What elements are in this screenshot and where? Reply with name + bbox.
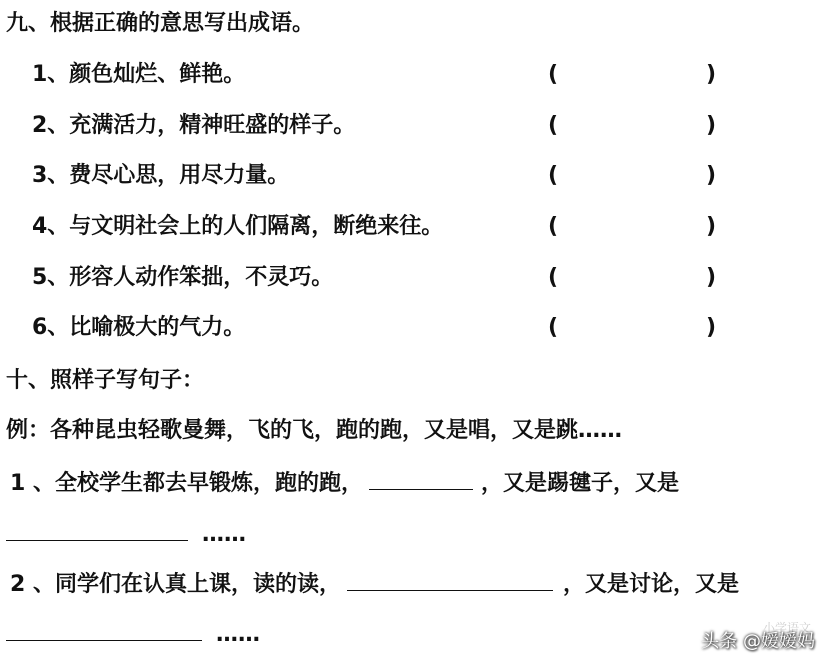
item-2-text: 2、充满活力，精神旺盛的样子。 [32, 113, 356, 138]
item-6-text: 6、比喻极大的气力。 [32, 315, 246, 340]
item-1-close-paren: ) [706, 62, 717, 87]
item-4-text: 4、与文明社会上的人们隔离，断绝来往。 [32, 214, 444, 239]
question-1-blank-2[interactable] [6, 518, 188, 541]
question-2-line [10, 568, 739, 600]
item-3-open-paren: ( [548, 163, 559, 188]
item-3-text: 3、费尽心思，用尽力量。 [32, 163, 290, 188]
item-5-open-paren: ( [548, 265, 559, 290]
item-5-text: 5、形容人动作笨拙，不灵巧。 [32, 265, 334, 290]
faint-watermark: 小学语文 [762, 621, 811, 635]
item-4-open-paren: ( [548, 214, 559, 239]
question-2-blank-2[interactable] [6, 618, 202, 641]
question-2-ellipsis: …… [216, 622, 260, 647]
question-2-part1: 2 、同学们在认真上课，读的读， [10, 572, 341, 597]
item-1-text: 1、颜色灿烂、鲜艳。 [32, 62, 246, 87]
question-1-line [10, 467, 679, 499]
question-1-ellipsis: …… [202, 522, 246, 547]
item-3-close-paren: ) [706, 163, 717, 188]
section10-heading: 十、照样子写句子： [6, 368, 205, 393]
item-5-close-paren: ) [706, 265, 717, 290]
question-1-part1: 1 、全校学生都去早锻炼，跑的跑， [10, 471, 363, 496]
item-4-close-paren: ) [706, 214, 717, 239]
item-2-open-paren: ( [548, 113, 559, 138]
item-6-open-paren: ( [548, 315, 559, 340]
question-1-blank-1[interactable] [369, 467, 473, 490]
example-sentence: 例：各种昆虫轻歌曼舞，飞的飞，跑的跑，又是唱，又是跳…… [6, 418, 623, 443]
item-2-close-paren: ) [706, 113, 717, 138]
question-1-part2: ，又是踢毽子，又是 [480, 471, 679, 496]
watermark-label: 头条 @嫒嫒妈 [701, 631, 815, 652]
item-1-open-paren: ( [548, 62, 559, 87]
section9-heading: 九、根据正确的意思写出成语。 [6, 11, 315, 36]
question-2-part2: ，又是讨论，又是 [562, 572, 739, 597]
item-6-close-paren: ) [706, 315, 717, 340]
question-1-continuation [6, 518, 246, 550]
question-2-continuation [6, 618, 260, 650]
question-2-blank-1[interactable] [347, 568, 553, 591]
